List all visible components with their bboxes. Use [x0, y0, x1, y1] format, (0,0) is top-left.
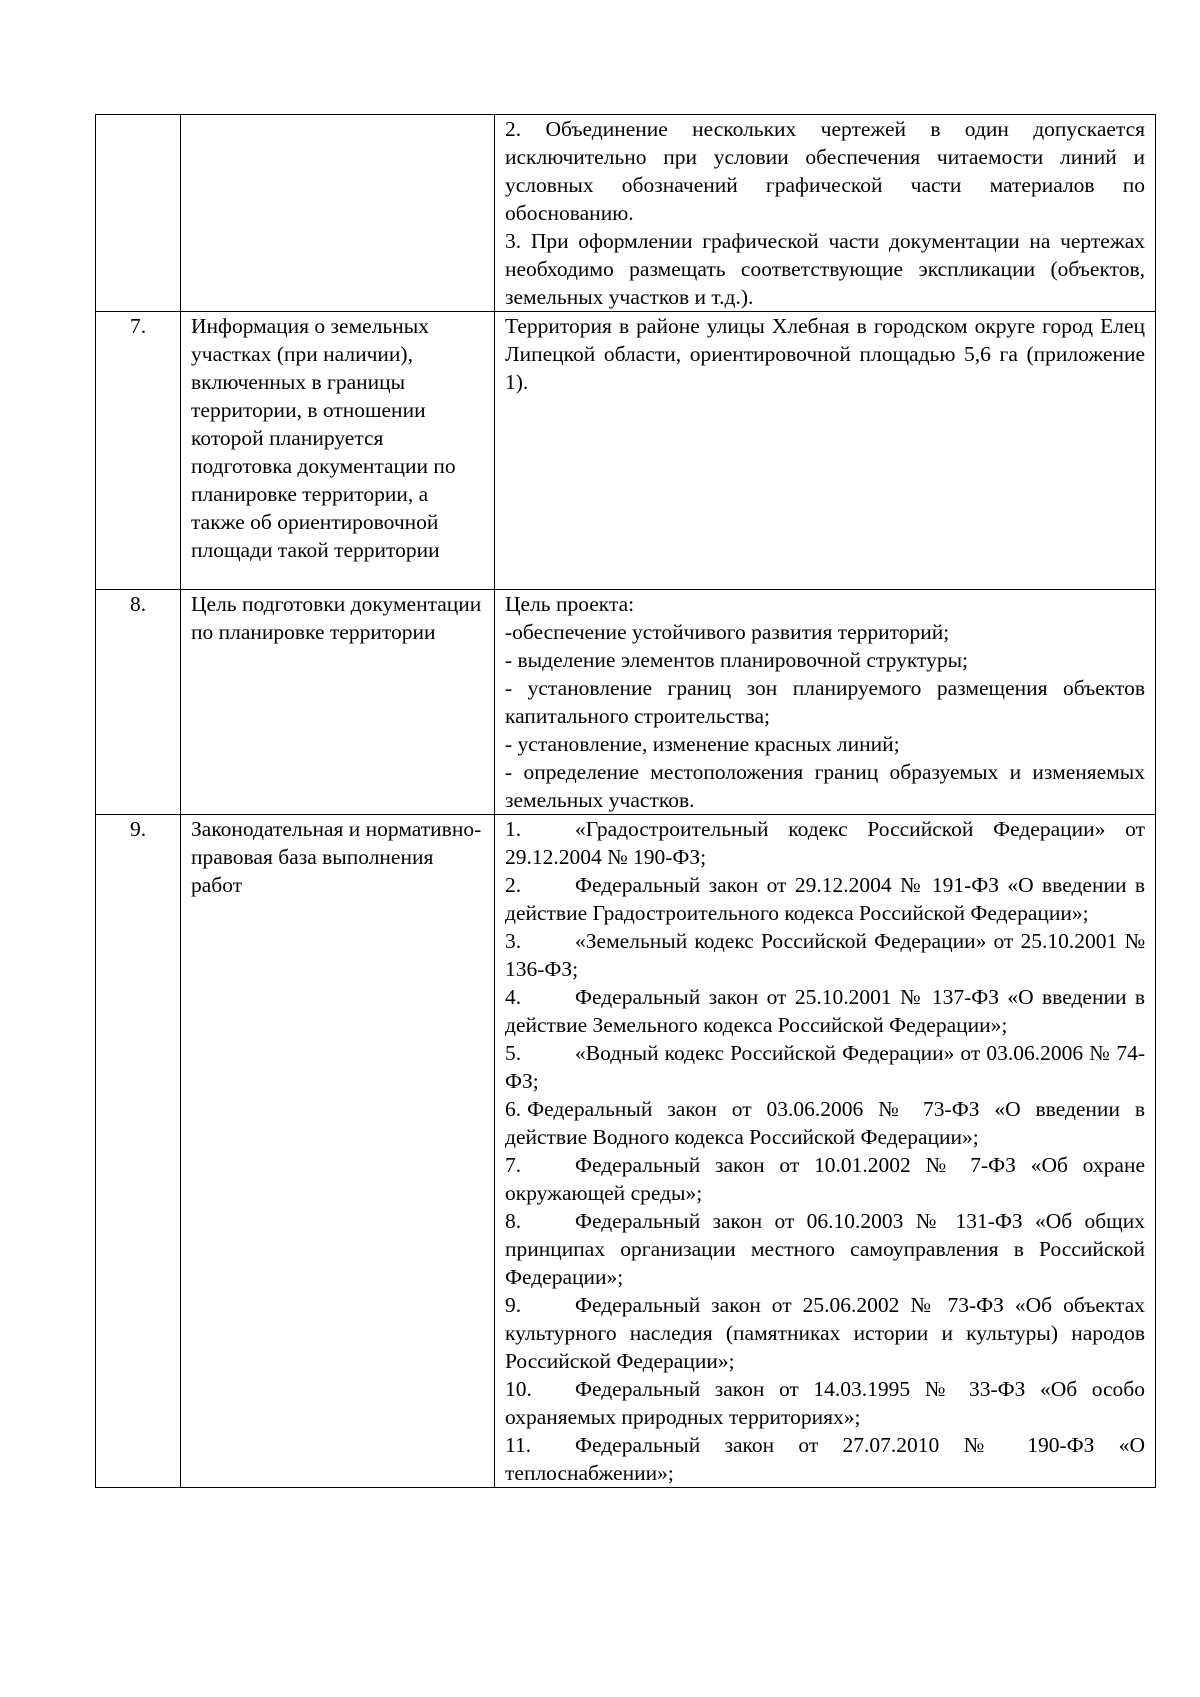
section-heading: Цель проекта:	[505, 592, 635, 616]
row-number: 9.	[96, 815, 181, 1488]
law-item	[505, 1291, 1145, 1375]
law-item	[505, 815, 1145, 871]
law-number: 1.	[505, 817, 522, 841]
goal-item: - установление, изменение красных линий;	[505, 732, 900, 756]
goal-item: - установление границ зон планируемого размещения объектов капитального строительства;	[505, 676, 1145, 728]
row-content	[495, 815, 1156, 1488]
table-row	[96, 590, 1156, 815]
row-number	[96, 115, 181, 312]
law-number: 10.	[505, 1377, 532, 1401]
paragraph: Территория в районе улицы Хлебная в городском округе город Елец Липецкой области, ориентировочной площадью 5,6 га (приложение 1).	[505, 314, 1145, 394]
law-number: 4.	[505, 985, 522, 1009]
row-content	[495, 312, 1156, 590]
law-item	[505, 1207, 1145, 1291]
law-list	[505, 815, 1145, 1487]
law-text: Федеральный закон от 10.01.2002 № 7-ФЗ «Об охране окружающей среды»;	[505, 1153, 1145, 1205]
law-number: 7.	[505, 1153, 522, 1177]
requirements-table	[95, 114, 1156, 1488]
row-label	[181, 115, 495, 312]
law-item	[505, 1095, 1145, 1151]
law-number: 11.	[505, 1433, 532, 1457]
table-row	[96, 312, 1156, 590]
law-number: 2.	[505, 873, 522, 897]
goal-item: -обеспечение устойчивого развития территорий;	[505, 620, 950, 644]
law-number: 8.	[505, 1209, 522, 1233]
law-number: 9.	[505, 1293, 522, 1317]
law-text: «Градостроительный кодекс Российской Федерации» от 29.12.2004 № 190-ФЗ;	[505, 817, 1145, 869]
row-number: 8.	[96, 590, 181, 815]
row-content	[495, 590, 1156, 815]
law-text: Федеральный закон от 03.06.2006 № 73-ФЗ «О введении в действие Водного кодекса Российской Федерации»;	[505, 1097, 1145, 1149]
law-text: Федеральный закон от 14.03.1995 № 33-ФЗ «Об особо охраняемых природных территориях»;	[505, 1377, 1145, 1429]
law-text: Федеральный закон от 25.06.2002 № 73-ФЗ «Об объектах культурного наследия (памятниках истории и культуры) народов Российской Федерации»;	[505, 1293, 1145, 1373]
paragraph: 3. При оформлении графической части документации на чертежах необходимо размещать соответствующие экспликации (объектов, земельных участков и т.д.).	[505, 229, 1145, 309]
law-text: «Водный кодекс Российской Федерации» от 03.06.2006 № 74-ФЗ;	[505, 1041, 1145, 1093]
law-item	[505, 1151, 1145, 1207]
goal-item: - определение местоположения границ образуемых и изменяемых земельных участков.	[505, 760, 1145, 812]
law-text: «Земельный кодекс Российской Федерации» от 25.10.2001 № 136-ФЗ;	[505, 929, 1145, 981]
row-label: Цель подготовки документации по планировке территории	[181, 590, 495, 815]
row-label: Информация о земельных участках (при наличии), включенных в границы территории, в отношении которой планируется подготовка документации по планировке территории, а также об ориентировочной площади такой территории	[181, 312, 495, 590]
goal-item: - выделение элементов планировочной структуры;	[505, 648, 969, 672]
law-item	[505, 1039, 1145, 1095]
law-number: 6.	[505, 1097, 522, 1121]
law-item	[505, 1375, 1145, 1431]
law-item	[505, 871, 1145, 927]
row-number: 7.	[96, 312, 181, 590]
law-text: Федеральный закон от 29.12.2004 № 191-ФЗ «О введении в действие Градостроительного кодекса Российской Федерации»;	[505, 873, 1145, 925]
law-text: Федеральный закон от 25.10.2001 № 137-ФЗ «О введении в действие Земельного кодекса Российской Федерации»;	[505, 985, 1145, 1037]
law-item	[505, 983, 1145, 1039]
law-text: Федеральный закон от 27.07.2010 № 190-ФЗ «О теплоснабжении»;	[505, 1433, 1145, 1485]
law-item	[505, 927, 1145, 983]
row-content	[495, 115, 1156, 312]
law-text: Федеральный закон от 06.10.2003 № 131-ФЗ «Об общих принципах организации местного самоуправления в Российской Федерации»;	[505, 1209, 1145, 1289]
row-label: Законодательная и нормативно-правовая база выполнения работ	[181, 815, 495, 1488]
table-row	[96, 115, 1156, 312]
paragraph: 2. Объединение нескольких чертежей в один допускается исключительно при условии обеспечения читаемости линий и условных обозначений графической части материалов по обоснованию.	[505, 117, 1145, 225]
table-row	[96, 815, 1156, 1488]
law-item	[505, 1431, 1145, 1487]
law-number: 5.	[505, 1041, 522, 1065]
law-number: 3.	[505, 929, 522, 953]
